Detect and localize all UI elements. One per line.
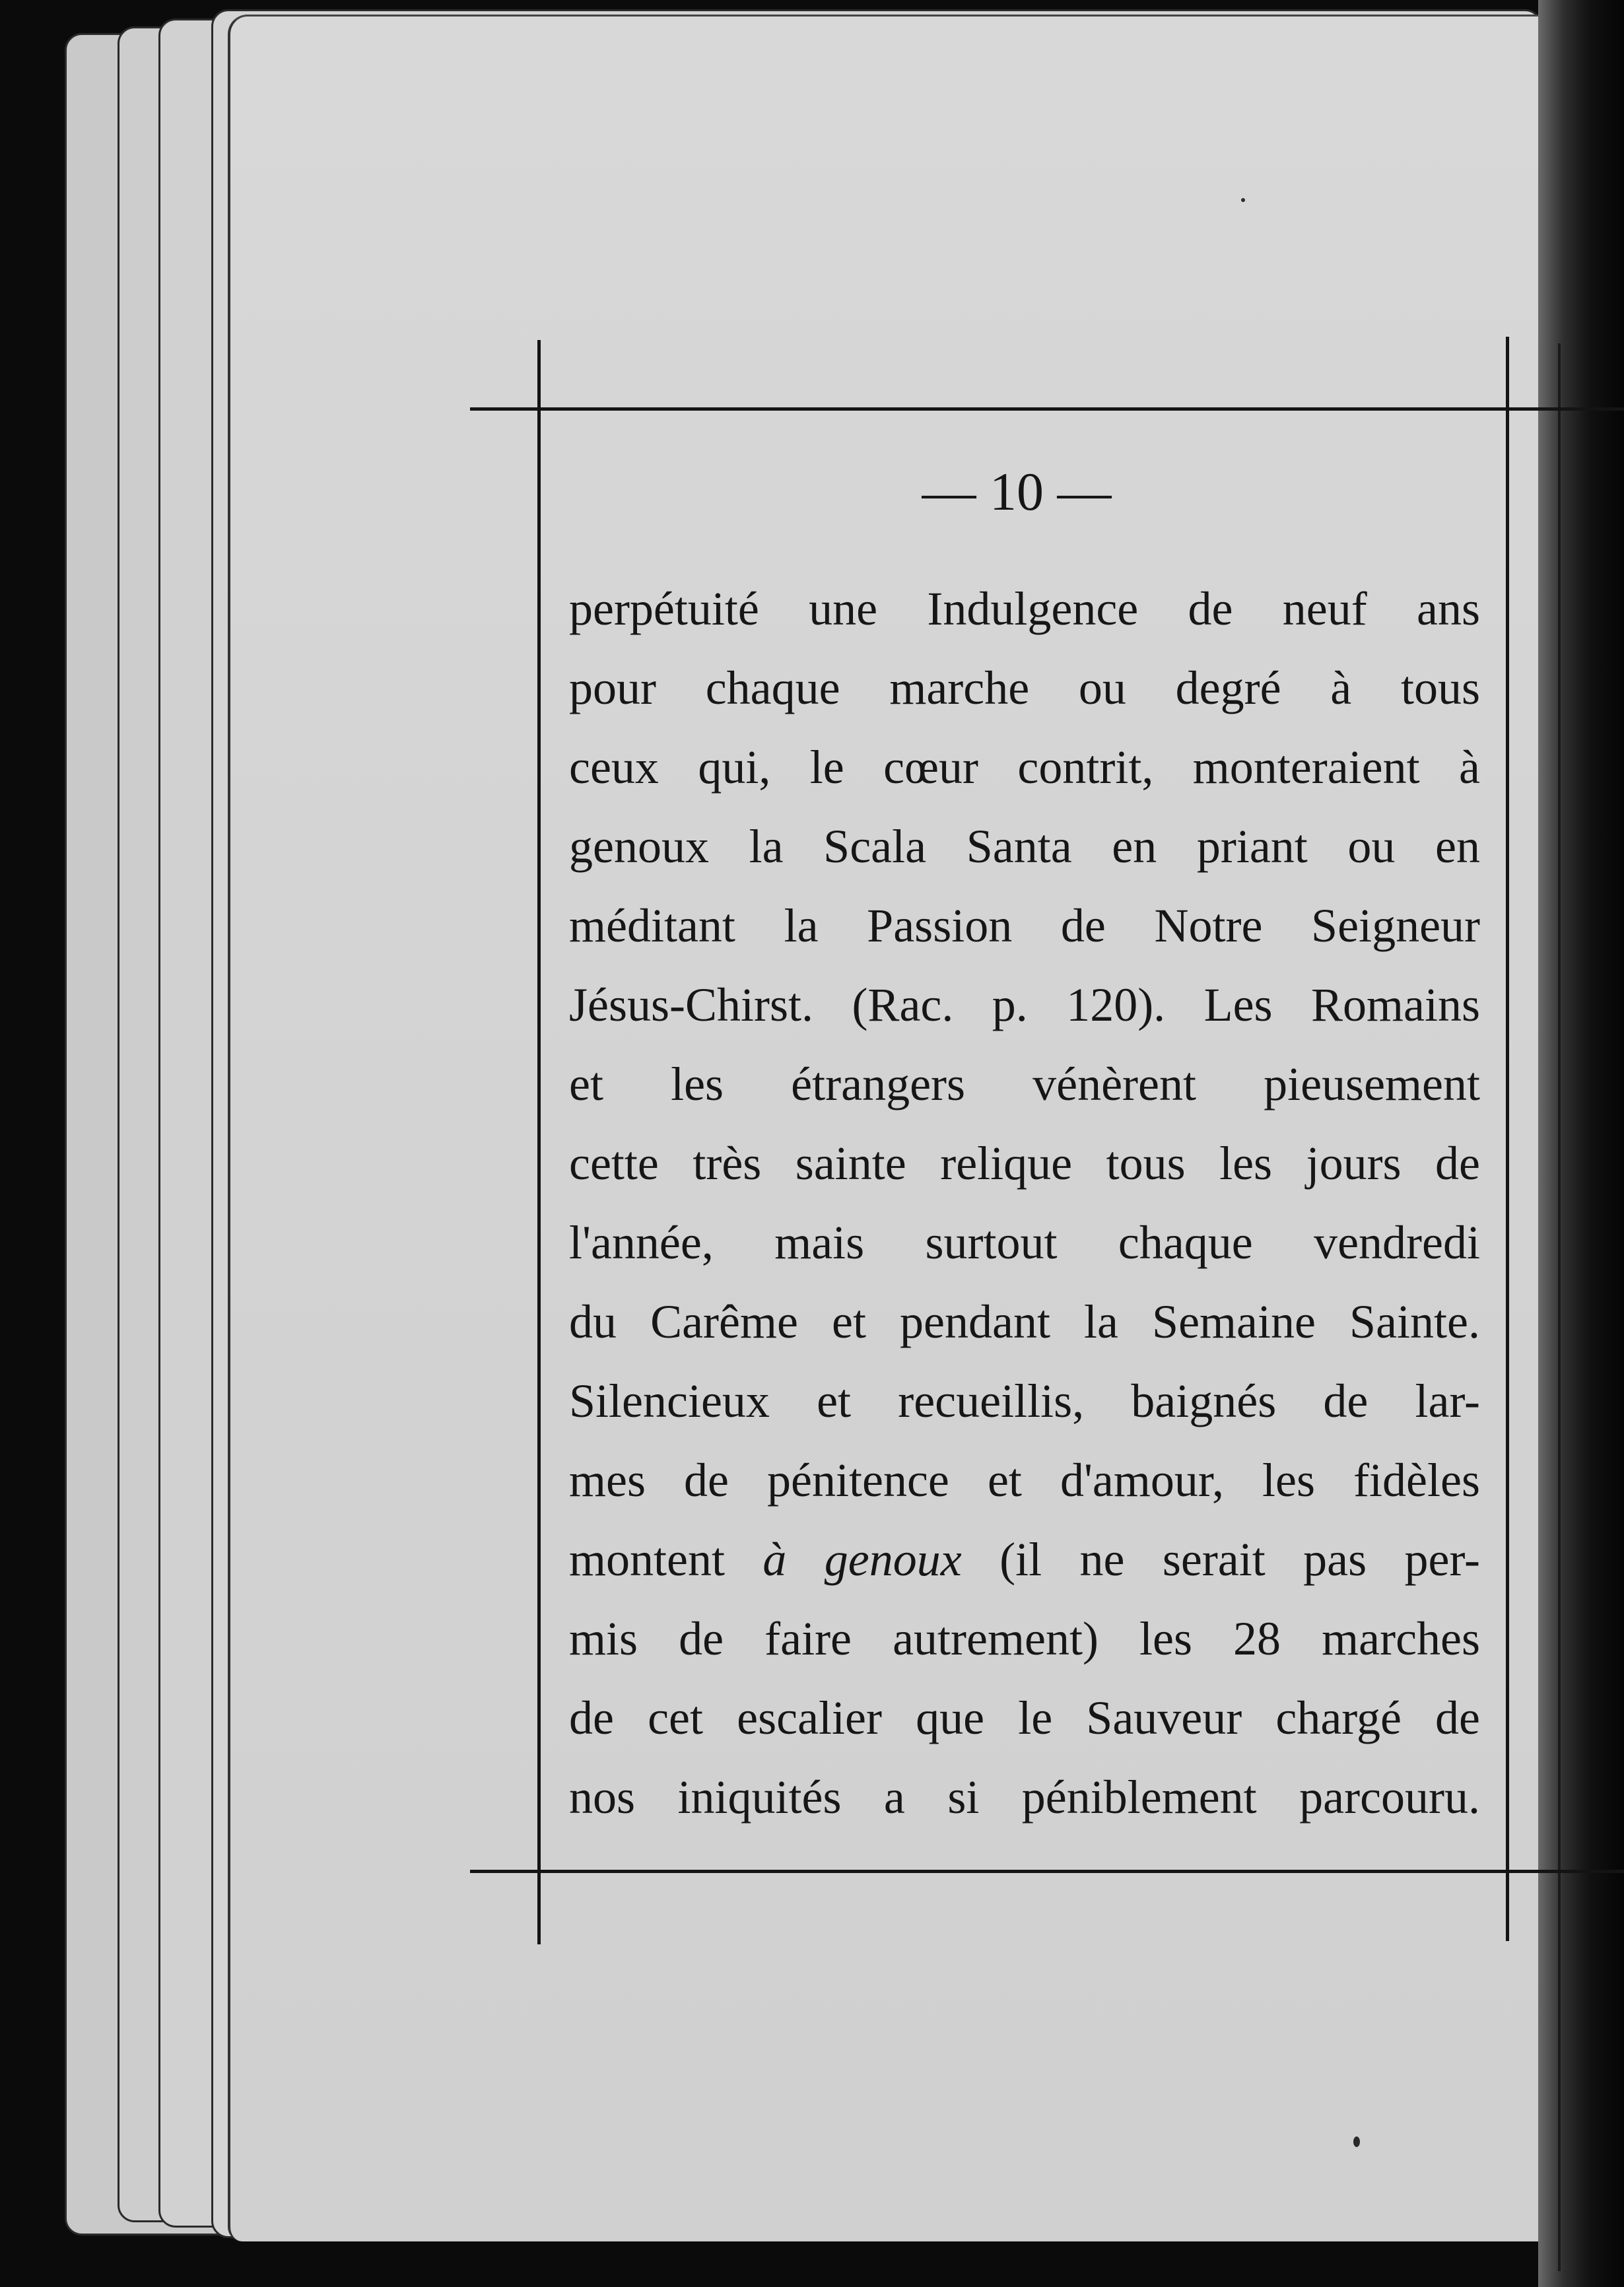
line-text: Jésus-Chirst. (Rac. p. 120). Les Romains — [569, 978, 1480, 1031]
text-line — [569, 1124, 1480, 1203]
line-text: ceux qui, le cœur contrit, monteraient à — [569, 741, 1480, 794]
line-text: méditant la Passion de Notre Seigneur — [569, 899, 1480, 952]
page-number: — 10 — — [922, 461, 1112, 522]
text-line — [569, 1361, 1480, 1441]
line-text: l'année, mais surtout chaque vendredi — [569, 1216, 1480, 1269]
frame-rule-right — [1506, 337, 1509, 1941]
text-line — [569, 1520, 1480, 1599]
text-line — [569, 1599, 1480, 1678]
line-text: et les étrangers vénèrent pieusement — [569, 1058, 1480, 1110]
text-line — [569, 1282, 1480, 1361]
line-text: mis de faire autrement) les 28 marches — [569, 1612, 1480, 1665]
text-line — [569, 728, 1480, 807]
text-line — [569, 807, 1480, 886]
text-line — [569, 886, 1480, 965]
book-gutter — [1538, 0, 1624, 2287]
line-text: nos iniquités a si péniblement parcouru. — [569, 1771, 1480, 1824]
line-text: mes de pénitence et d'amour, les fidèles — [569, 1454, 1480, 1507]
gutter-edge-line — [1558, 343, 1561, 2271]
body-text — [569, 569, 1480, 1837]
text-line — [569, 1678, 1480, 1758]
line-text: du Carême et pendant la Semaine Sainte. — [569, 1295, 1480, 1348]
text-line — [569, 1203, 1480, 1282]
frame-rule-left — [537, 340, 541, 1944]
frame-rule-bottom — [470, 1870, 1624, 1873]
paper-speck — [1353, 2136, 1360, 2147]
line-text: genoux la Scala Santa en priant ou en — [569, 820, 1480, 873]
text-line — [569, 1441, 1480, 1520]
text-line — [569, 1044, 1480, 1124]
line-text: Silencieux et recueillis, baignés de lar- — [569, 1375, 1480, 1427]
line-text: perpétuité une Indulgence de neuf ans — [569, 582, 1480, 635]
line-text: pour chaque marche ou degré à tous — [569, 662, 1480, 714]
line-text: de cet escalier que le Sauveur chargé de — [569, 1691, 1480, 1744]
text-line — [569, 965, 1480, 1044]
line-text: montent — [569, 1533, 763, 1586]
paper-speck — [1241, 198, 1245, 202]
text-line — [569, 569, 1480, 648]
text-line — [569, 648, 1480, 728]
line-text: (il ne serait pas per- — [961, 1533, 1481, 1586]
italic-text: à genoux — [762, 1533, 962, 1586]
frame-rule-top — [470, 407, 1624, 411]
text-line — [569, 1758, 1480, 1837]
line-text: cette très sainte relique tous les jours de — [569, 1137, 1480, 1190]
